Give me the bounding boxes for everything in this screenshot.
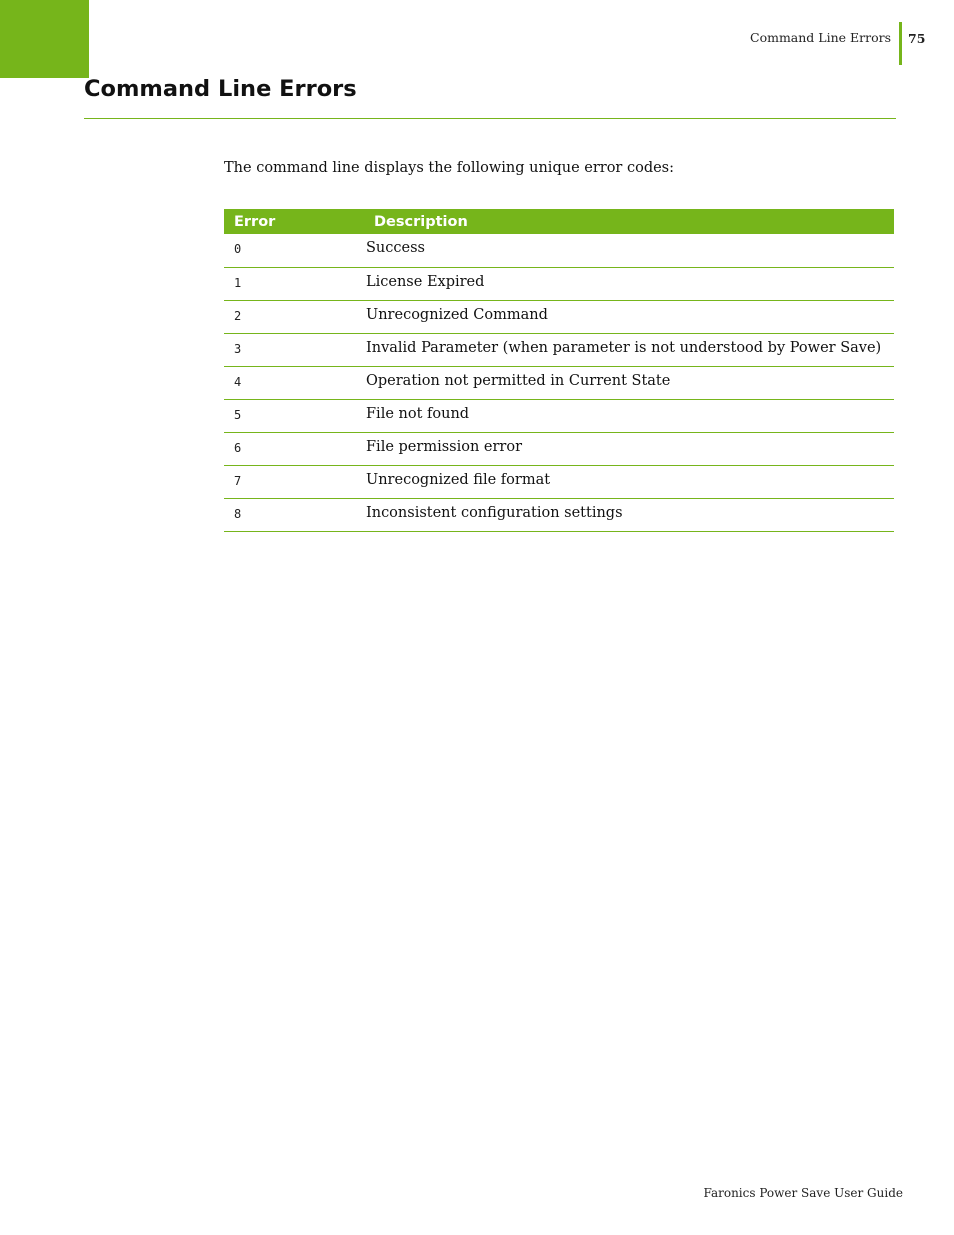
table-row bbox=[224, 366, 894, 399]
running-header: Command Line Errors bbox=[750, 30, 891, 45]
error-code-cell: 7 bbox=[224, 465, 366, 498]
page-number: 75 bbox=[908, 31, 926, 46]
corner-accent-block bbox=[0, 0, 89, 78]
error-description-cell: Unrecognized Command bbox=[366, 300, 894, 333]
page-title: Command Line Errors bbox=[84, 76, 357, 102]
error-codes-table bbox=[224, 209, 894, 532]
error-code-cell: 6 bbox=[224, 432, 366, 465]
error-code-cell: 4 bbox=[224, 366, 366, 399]
header-divider bbox=[899, 22, 902, 65]
table-row bbox=[224, 432, 894, 465]
error-description-cell: File permission error bbox=[366, 432, 894, 465]
error-code-cell: 2 bbox=[224, 300, 366, 333]
error-description-cell: Invalid Parameter (when parameter is not understood by Power Save) bbox=[366, 333, 894, 366]
error-code-cell: 1 bbox=[224, 267, 366, 300]
error-code-cell: 5 bbox=[224, 399, 366, 432]
error-description-cell: License Expired bbox=[366, 267, 894, 300]
title-divider bbox=[84, 118, 896, 119]
error-code-cell: 0 bbox=[224, 234, 366, 267]
error-description-cell: Success bbox=[366, 234, 894, 267]
error-code-cell: 3 bbox=[224, 333, 366, 366]
table-row bbox=[224, 399, 894, 432]
table-row bbox=[224, 267, 894, 300]
table-header-row bbox=[224, 209, 894, 234]
table-row bbox=[224, 300, 894, 333]
intro-paragraph: The command line displays the following unique error codes: bbox=[224, 160, 675, 176]
table-row bbox=[224, 234, 894, 267]
error-description-cell: Operation not permitted in Current State bbox=[366, 366, 894, 399]
error-description-cell: Inconsistent configuration settings bbox=[366, 498, 894, 531]
error-description-cell: File not found bbox=[366, 399, 894, 432]
table-row bbox=[224, 333, 894, 366]
table-row bbox=[224, 498, 894, 531]
column-header-error: Error bbox=[224, 209, 366, 234]
column-header-description: Description bbox=[366, 209, 894, 234]
table-row bbox=[224, 465, 894, 498]
error-description-cell: Unrecognized file format bbox=[366, 465, 894, 498]
error-code-cell: 8 bbox=[224, 498, 366, 531]
page-footer: Faronics Power Save User Guide bbox=[703, 1186, 903, 1200]
